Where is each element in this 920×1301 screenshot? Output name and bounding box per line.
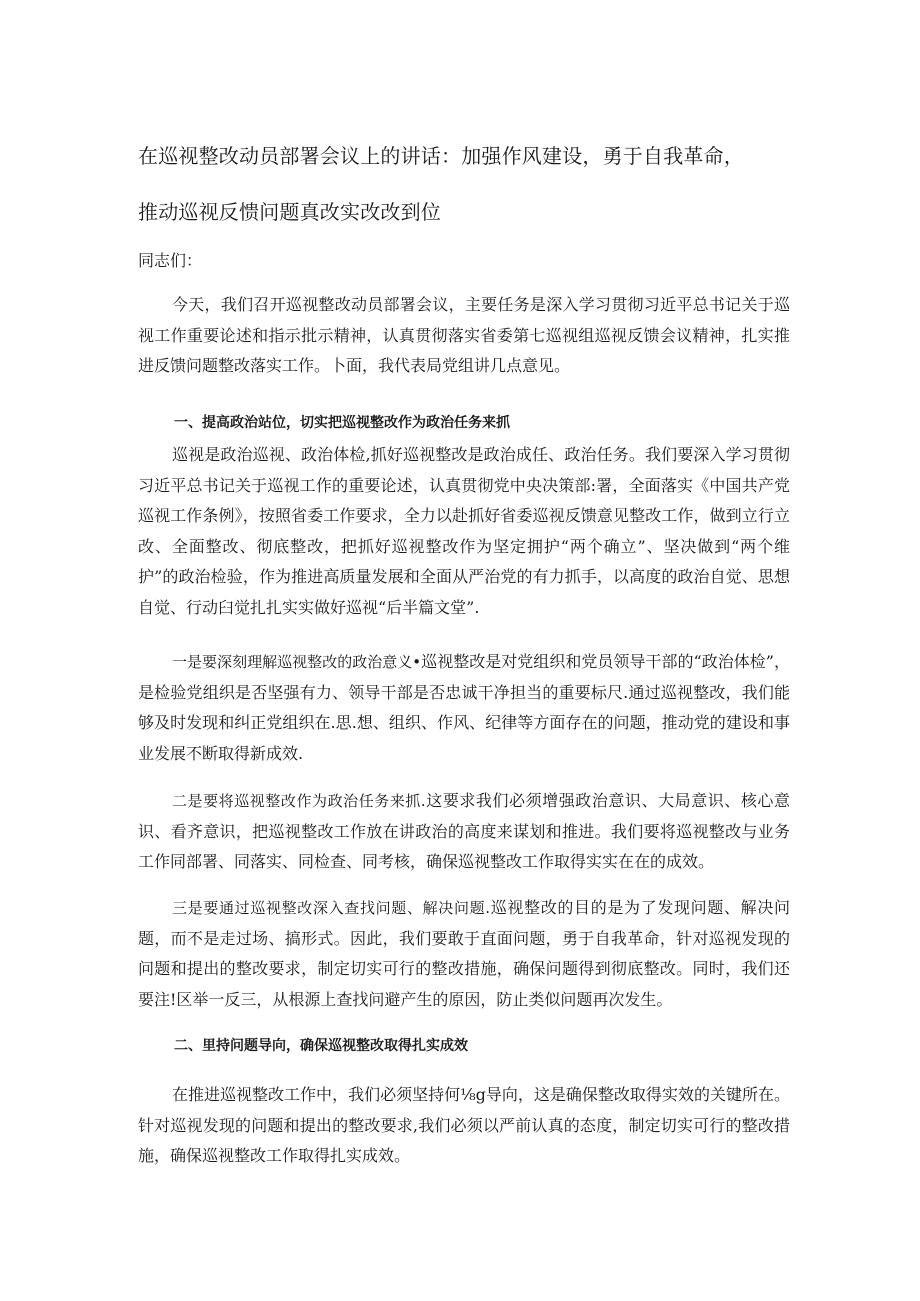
point-2-paragraph	[138, 786, 790, 878]
point-3-paragraph	[138, 893, 790, 1015]
section-2-heading: 二、里持问题导向，确保巡视整改取得扎实成效	[174, 1038, 468, 1054]
section-1-heading: 一、提高政治站位，切实把巡视整改作为政治任务来抓	[174, 415, 510, 431]
document-title-line-1: 在巡视整改动员部署会议上的讲话：加强作风建设，勇于自我革命，	[138, 144, 744, 168]
point-3-lead: 三是要通过巡视整改深入查找问题、解决问题.	[172, 899, 491, 917]
point-1-paragraph	[138, 647, 790, 769]
document-title-line-2: 推动巡视反愦问题真改实改改到位	[138, 200, 441, 224]
section-1-body: 巡视是政治巡视、政治体检,抓好巡视整改是政治成任、政治任务。我们要深入学习贯彻习近平总书记关于巡视工作的重要论述，认真贯彻党中央决策部:署，全面落实《中国共产党巡视工作条例》，按照省委工作要求，全力以赴抓好省委巡视反馈意见整改工作，做到立行立改、全面整改、彻底整改，把抓好巡视整改作为坚定拥护“两个确立”、坚决做到“两个维护”的政治检验，作为推进高质量发展和全面从严治党的有力抓手，以高度的政治自觉、思想自觉、行动臼觉扎扎实实做好巡视“后半篇文堂”.	[138, 445, 790, 617]
greeting: 同志们：	[138, 251, 203, 270]
intro-paragraph: 今天，我们召开巡视整改动员部署会议，主要任务是深入学习贯彻习近平总书记关于巡视工作重要论述和指示批示精神，认真贯彻落实省委第七巡视组巡视反馈会议精神，扎实推进反馈问题整改落实工作。卜面，我代表局党组讲几点意见。	[138, 295, 790, 375]
point-3-body: 巡视整改的目的是为了发现问题、解决问题，而不是走过场、搞形式。因此，我们要敢于直面问题，勇于自我革命，针对巡视发现的问题和提出的整改要求，制定切实可行的整改措施，确保问题得到彻底整改。同时，我们还要注!区举一反三，从根源上查找问避产生的原因，防止类似问题再次发生。	[138, 898, 790, 1009]
point-1-body: 巡视整改是对党组织和党员领导干部的“政治体检”，是检验党组织是否坚强有力、领导干部是否忠诚干净担当的重要标尺.通过巡视整改，我们能够及时发现和纠正党组织在.思.想、组织、作风、纪律等方面存在的问题，推动党的建设和事业发展不断取得新成效.	[138, 652, 790, 763]
section-2-body: 在推进巡视整改工作中，我们必须坚持何⅛g导向，这是确保整改取得实效的关键所在。针对巡视发现的问题和提出的整改要求,我们必须以严前认真的态度，制定切实可行的整改措施，确保巡视整改工作取得扎实成效。	[138, 1085, 790, 1165]
point-2-lead: 二是要将巡视整改作为政治任务来抓.	[172, 792, 426, 810]
point-2-body: 这要求我们必须增强政治意识、大局意识、核心意识、看齐意识，把巡视整改工作放在讲政治的高度来谋划和推进。我们要将巡视整改与业务工作同部署、同落实、同检查、同考核，确保巡视整改工作取得实实在在的成效。	[138, 791, 790, 871]
point-1-lead: 一是要深刻理解巡视整改的政治意义•	[172, 653, 422, 671]
